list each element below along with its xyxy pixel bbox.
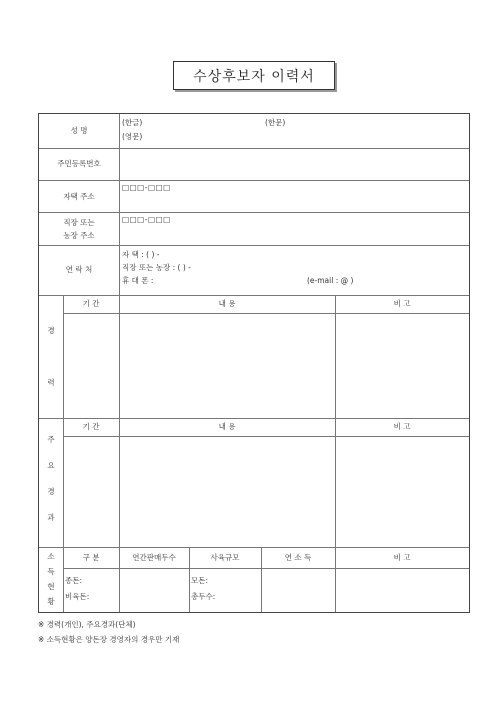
home-address-label: 자택 주소 <box>63 192 95 201</box>
career-entry-area[interactable] <box>64 314 469 418</box>
contact-email[interactable]: (e-mail : @ ) <box>307 276 354 285</box>
income-char: 득 <box>47 567 55 576</box>
major-career-char: 과 <box>47 513 55 522</box>
row-divider <box>39 295 469 296</box>
note-line: ※ 경력(개인), 주요경과(단체) <box>38 620 136 629</box>
contact-home-phone[interactable]: 자 택 : ( ) - <box>122 250 160 259</box>
major-career-side-label <box>39 434 63 538</box>
resident-id-label: 주민등록번호 <box>57 159 101 168</box>
income-total-head-field[interactable]: 총두수: <box>191 592 216 601</box>
income-char: 현 <box>47 582 55 591</box>
form-notes <box>38 617 179 647</box>
income-annual-sales-header: 연간판매두수 <box>132 553 176 562</box>
row-divider <box>63 568 469 569</box>
major-career-char: 요 <box>47 461 55 470</box>
income-annual-income-header: 연 소 득 <box>284 553 312 562</box>
career-period-header: 기 간 <box>82 299 100 308</box>
career-note-header: 비 고 <box>393 299 411 308</box>
name-label: 성 명 <box>70 126 88 135</box>
row-divider <box>39 547 469 548</box>
income-char: 소 <box>47 552 55 561</box>
income-note-header: 비 고 <box>393 553 411 562</box>
career-content-header: 내 용 <box>218 299 236 308</box>
income-farm-scale-header: 사육규모 <box>210 553 240 562</box>
career-side-label-top: 경 <box>47 326 55 335</box>
col-divider <box>119 114 120 295</box>
income-side-label <box>39 551 63 611</box>
name-korean-field[interactable]: (한글) <box>122 118 143 127</box>
income-category-header: 구 분 <box>82 553 100 562</box>
name-english-field[interactable]: (영문) <box>122 132 143 141</box>
major-career-period-header: 기 간 <box>82 422 100 431</box>
resident-id-field[interactable] <box>120 149 469 180</box>
resume-form-table <box>38 113 470 613</box>
work-address-label-2: 농장 주소 <box>63 231 95 240</box>
work-postcode-field[interactable]: □□□-□□□ <box>122 215 171 224</box>
row-divider <box>39 180 469 181</box>
contact-label: 연 락 처 <box>65 265 93 274</box>
career-side-label-bottom: 력 <box>47 378 55 387</box>
major-career-entry-area[interactable] <box>64 437 469 547</box>
contact-work-phone[interactable]: 직장 또는 농장 : ( ) - <box>122 263 191 272</box>
income-sow-field[interactable]: 모돈: <box>191 576 209 585</box>
home-postcode-field[interactable]: □□□-□□□ <box>122 183 171 192</box>
major-career-content-header: 내 용 <box>218 422 236 431</box>
row-divider <box>39 418 469 419</box>
major-career-char: 주 <box>47 435 55 444</box>
income-fattening-pig-field[interactable]: 비육돈: <box>65 592 90 601</box>
row-divider <box>39 212 469 213</box>
contact-mobile-phone[interactable]: 휴 대 폰 : <box>122 276 154 285</box>
income-breeding-stock-field[interactable]: 종돈: <box>65 576 83 585</box>
work-address-label: 직장 또는 <box>63 218 95 227</box>
row-divider <box>39 245 469 246</box>
name-hanja-field[interactable]: (한문) <box>265 118 286 127</box>
income-char: 황 <box>47 597 55 606</box>
major-career-note-header: 비 고 <box>393 422 411 431</box>
note-line: ※ 소득현황은 양돈장 경영자의 경우만 기재 <box>38 635 180 644</box>
form-title: 수상후보자 이력서 <box>193 68 315 85</box>
major-career-char: 경 <box>47 487 55 496</box>
form-title-box <box>173 61 335 90</box>
